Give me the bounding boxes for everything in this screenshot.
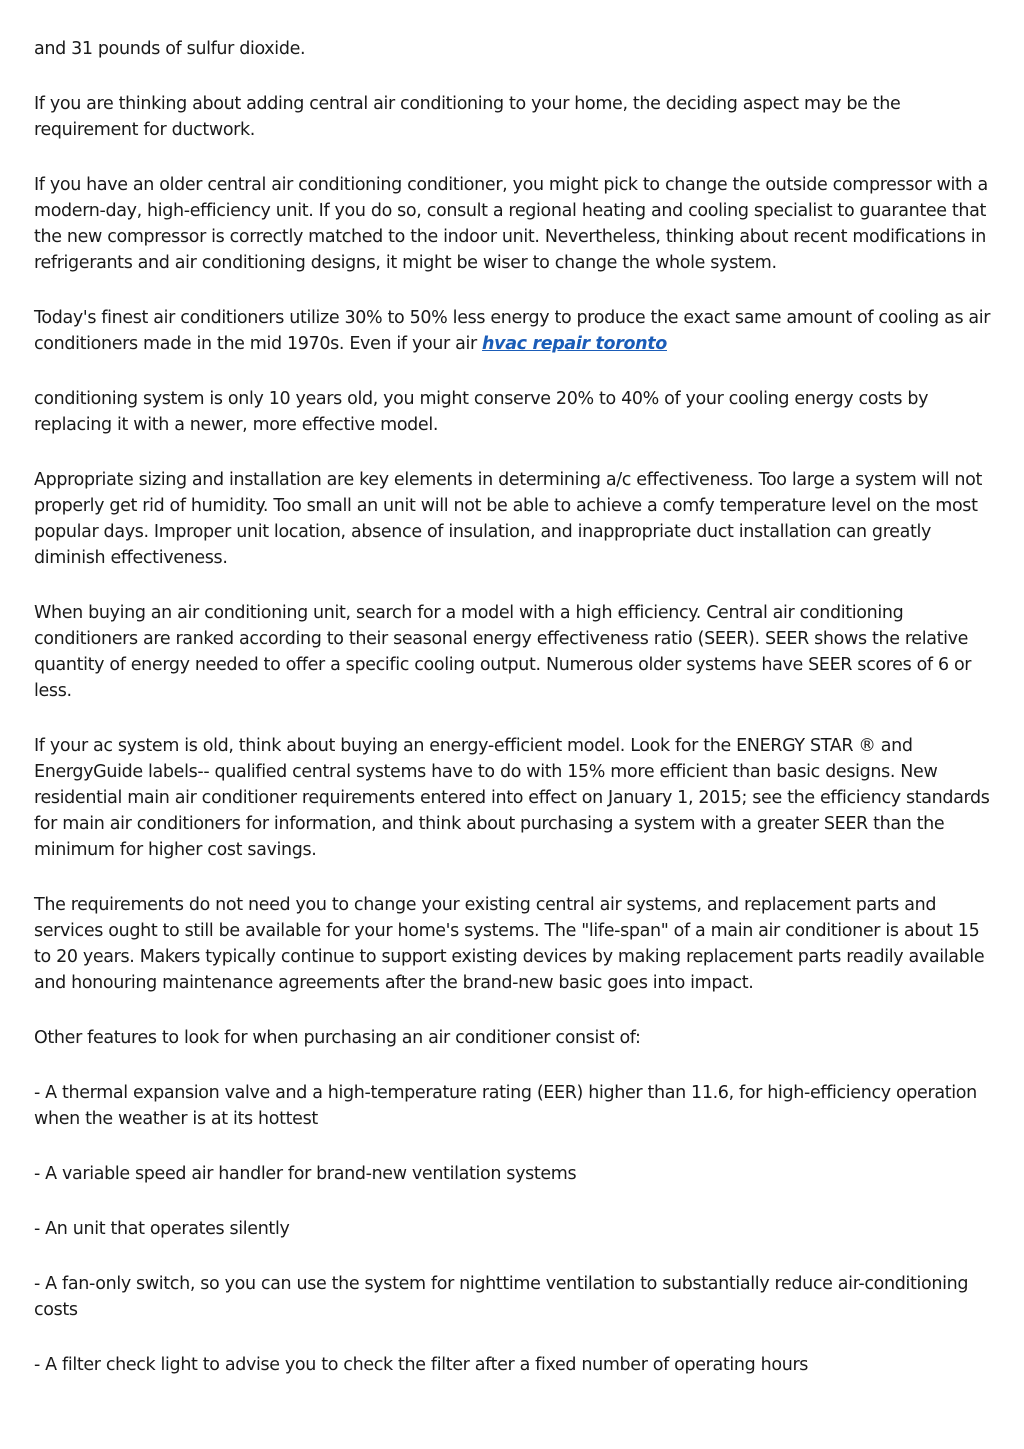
- paragraph-seer-rating: When buying an air conditioning unit, search for a model with a high efficiency. Central air conditioning conditioners are ranked according to their seasonal energy effectiveness ratio (SEER). SEER shows the relative quantity of energy needed to offer a specific cooling output. Numerous older systems have SEER scores of 6 or less.: [34, 603, 972, 701]
- paragraph-sizing-installation: Appropriate sizing and installation are key elements in determining a/c effectiveness. Too large a system will not properly get rid of humidity. Too small an unit will not be able to achieve a comfy temperature level on the most popular days. Improper unit location, absence of insulation, and inappropriate duct installation can greatly diminish effectiveness.: [34, 470, 982, 568]
- paragraph-ductwork: If you are thinking about adding central air conditioning to your home, the deciding aspect may be the requirement for ductwork.: [34, 94, 901, 140]
- paragraph-older-compressor: If you have an older central air conditioning conditioner, you might pick to change the outside compressor with a modern-day, high-efficiency unit. If you do so, consult a regional heating and cooling specialist to guarantee that the new compressor is correctly matched to the indoor unit. Nevertheless, thinking about recent modifications in refrigerants and air conditioning designs, it might be wiser to change the whole system.: [34, 175, 988, 273]
- paragraph-ten-years-old: conditioning system is only 10 years old, you might conserve 20% to 40% of your cooling energy costs by replacing it with a newer, more effective model.: [34, 389, 929, 435]
- list-item-thermal-valve: - A thermal expansion valve and a high-temperature rating (EER) higher than 11.6, for high-efficiency operation when the weather is at its hottest: [34, 1083, 977, 1129]
- list-item-filter-check-light: - A filter check light to advise you to check the filter after a fixed number of operating hours: [34, 1355, 809, 1375]
- list-item-variable-speed: - A variable speed air handler for brand-new ventilation systems: [34, 1164, 577, 1184]
- paragraph-energy-star: If your ac system is old, think about buying an energy-efficient model. Look for the ENERGY STAR ® and EnergyGuide labels-- qualified central systems have to do with 15% more efficient than basic designs. New residential main air conditioner requirements entered into effect on January 1, 2015; see the efficiency standards for main air conditioners for information, and think about purchasing a system with a greater SEER than the minimum for higher cost savings.: [34, 736, 990, 860]
- paragraph-energy-savings: [34, 305, 994, 357]
- paragraph-requirements: The requirements do not need you to change your existing central air systems, and replacement parts and services ought to still be available for your home's systems. The "life-span" of a main air conditioner is about 15 to 20 years. Makers typically continue to support existing devices by making replacement parts readily available and honouring maintenance agreements after the brand-new basic goes into impact.: [34, 895, 985, 993]
- paragraph-sulfur-dioxide: and 31 pounds of sulfur dioxide.: [34, 39, 306, 59]
- hvac-repair-link[interactable]: hvac repair toronto: [482, 334, 667, 354]
- list-item-silent-unit: - An unit that operates silently: [34, 1219, 290, 1239]
- list-item-fan-only-switch: - A fan-only switch, so you can use the system for nighttime ventilation to substantially reduce air-conditioning costs: [34, 1274, 969, 1320]
- document-body: [34, 36, 994, 1407]
- paragraph-other-features: Other features to look for when purchasing an air conditioner consist of:: [34, 1028, 641, 1048]
- paragraph-energy-savings-text: Today's finest air conditioners utilize 30% to 50% less energy to produce the exact same amount of cooling as air conditioners made in the mid 1970s. Even if your air: [34, 308, 991, 354]
